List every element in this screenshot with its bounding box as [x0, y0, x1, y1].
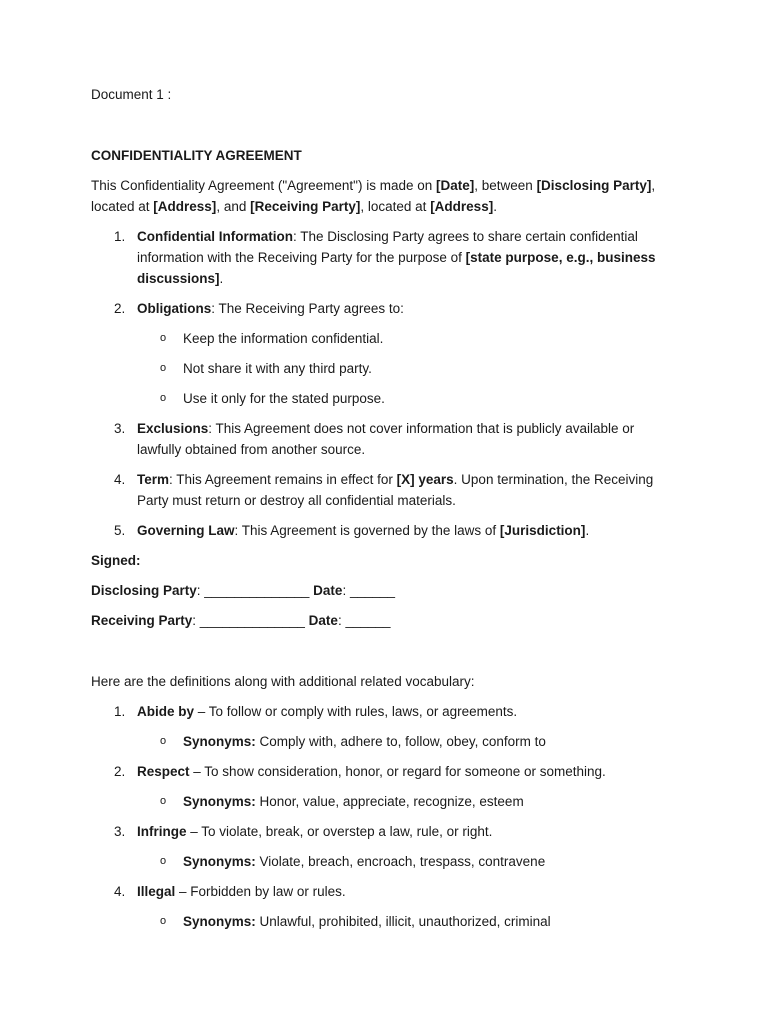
signature-line-receiving: Receiving Party: ______________ Date: ______	[91, 613, 391, 628]
obligation-item: o Keep the information confidential.	[160, 331, 384, 346]
synonym-item: o Synonyms: Comply with, adhere to, follow, obey, conform to	[160, 734, 546, 749]
signature-line-disclosing: Disclosing Party: ______________ Date: ______	[91, 583, 395, 598]
obligation-item: o Use it only for the stated purpose.	[160, 391, 385, 406]
definition-item: 4. Illegal – Forbidden by law or rules. o Synonyms: Unlawful, prohibited, illicit, unauthorized, criminal	[91, 881, 681, 932]
definitions-intro: Here are the definitions along with additional related vocabulary:	[91, 674, 475, 689]
obligation-item: o Not share it with any third party.	[160, 361, 372, 376]
synonym-sublist	[137, 791, 681, 812]
clause-item: 4. Term: This Agreement remains in effect for [X] years. Upon termination, the Receiving Party must return or destroy all confidential materials.	[114, 472, 654, 508]
document-body	[91, 84, 681, 941]
definition-list	[91, 701, 681, 932]
definition-item: 3. Infringe – To violate, break, or overstep a law, rule, or right. o Synonyms: Violate, breach, encroach, trespass, contravene	[91, 821, 681, 872]
document-label: Document 1 :	[91, 87, 172, 102]
agreement-intro: This Confidentiality Agreement ("Agreement") is made on [Date], between [Disclosing Party], located at [Address], and [Receiving Party], located at [Address].	[91, 178, 656, 214]
synonym-sublist	[137, 911, 681, 932]
signed-label: Signed:	[91, 553, 141, 568]
definition-item: 1. Abide by – To follow or comply with rules, laws, or agreements. o Synonyms: Comply with, adhere to, follow, obey, conform to	[91, 701, 681, 752]
synonym-item: o Synonyms: Unlawful, prohibited, illicit, unauthorized, criminal	[160, 914, 551, 929]
agreement-title: CONFIDENTIALITY AGREEMENT	[91, 148, 302, 163]
synonym-sublist	[137, 731, 681, 752]
clause-list	[91, 226, 681, 541]
clause-item: 5. Governing Law: This Agreement is governed by the laws of [Jurisdiction].	[114, 523, 590, 538]
obligation-sublist	[137, 328, 681, 409]
clause-item: 1. Confidential Information: The Disclosing Party agrees to share certain confidential information with the Receiving Party for the purpose of [state purpose, e.g., business discussions].	[114, 229, 656, 286]
definition-item: 2. Respect – To show consideration, honor, or regard for someone or something. o Synonyms: Honor, value, appreciate, recognize, esteem	[91, 761, 681, 812]
synonym-sublist	[137, 851, 681, 872]
synonym-item: o Synonyms: Honor, value, appreciate, recognize, esteem	[160, 794, 524, 809]
synonym-item: o Synonyms: Violate, breach, encroach, trespass, contravene	[160, 854, 546, 869]
clause-item: 2. Obligations: The Receiving Party agrees to: o Keep the information confidential. o Not share it with any third party. o Use it only for the stated purpose.	[91, 298, 681, 409]
clause-item: 3. Exclusions: This Agreement does not cover information that is publicly available or lawfully obtained from another source.	[114, 421, 635, 457]
